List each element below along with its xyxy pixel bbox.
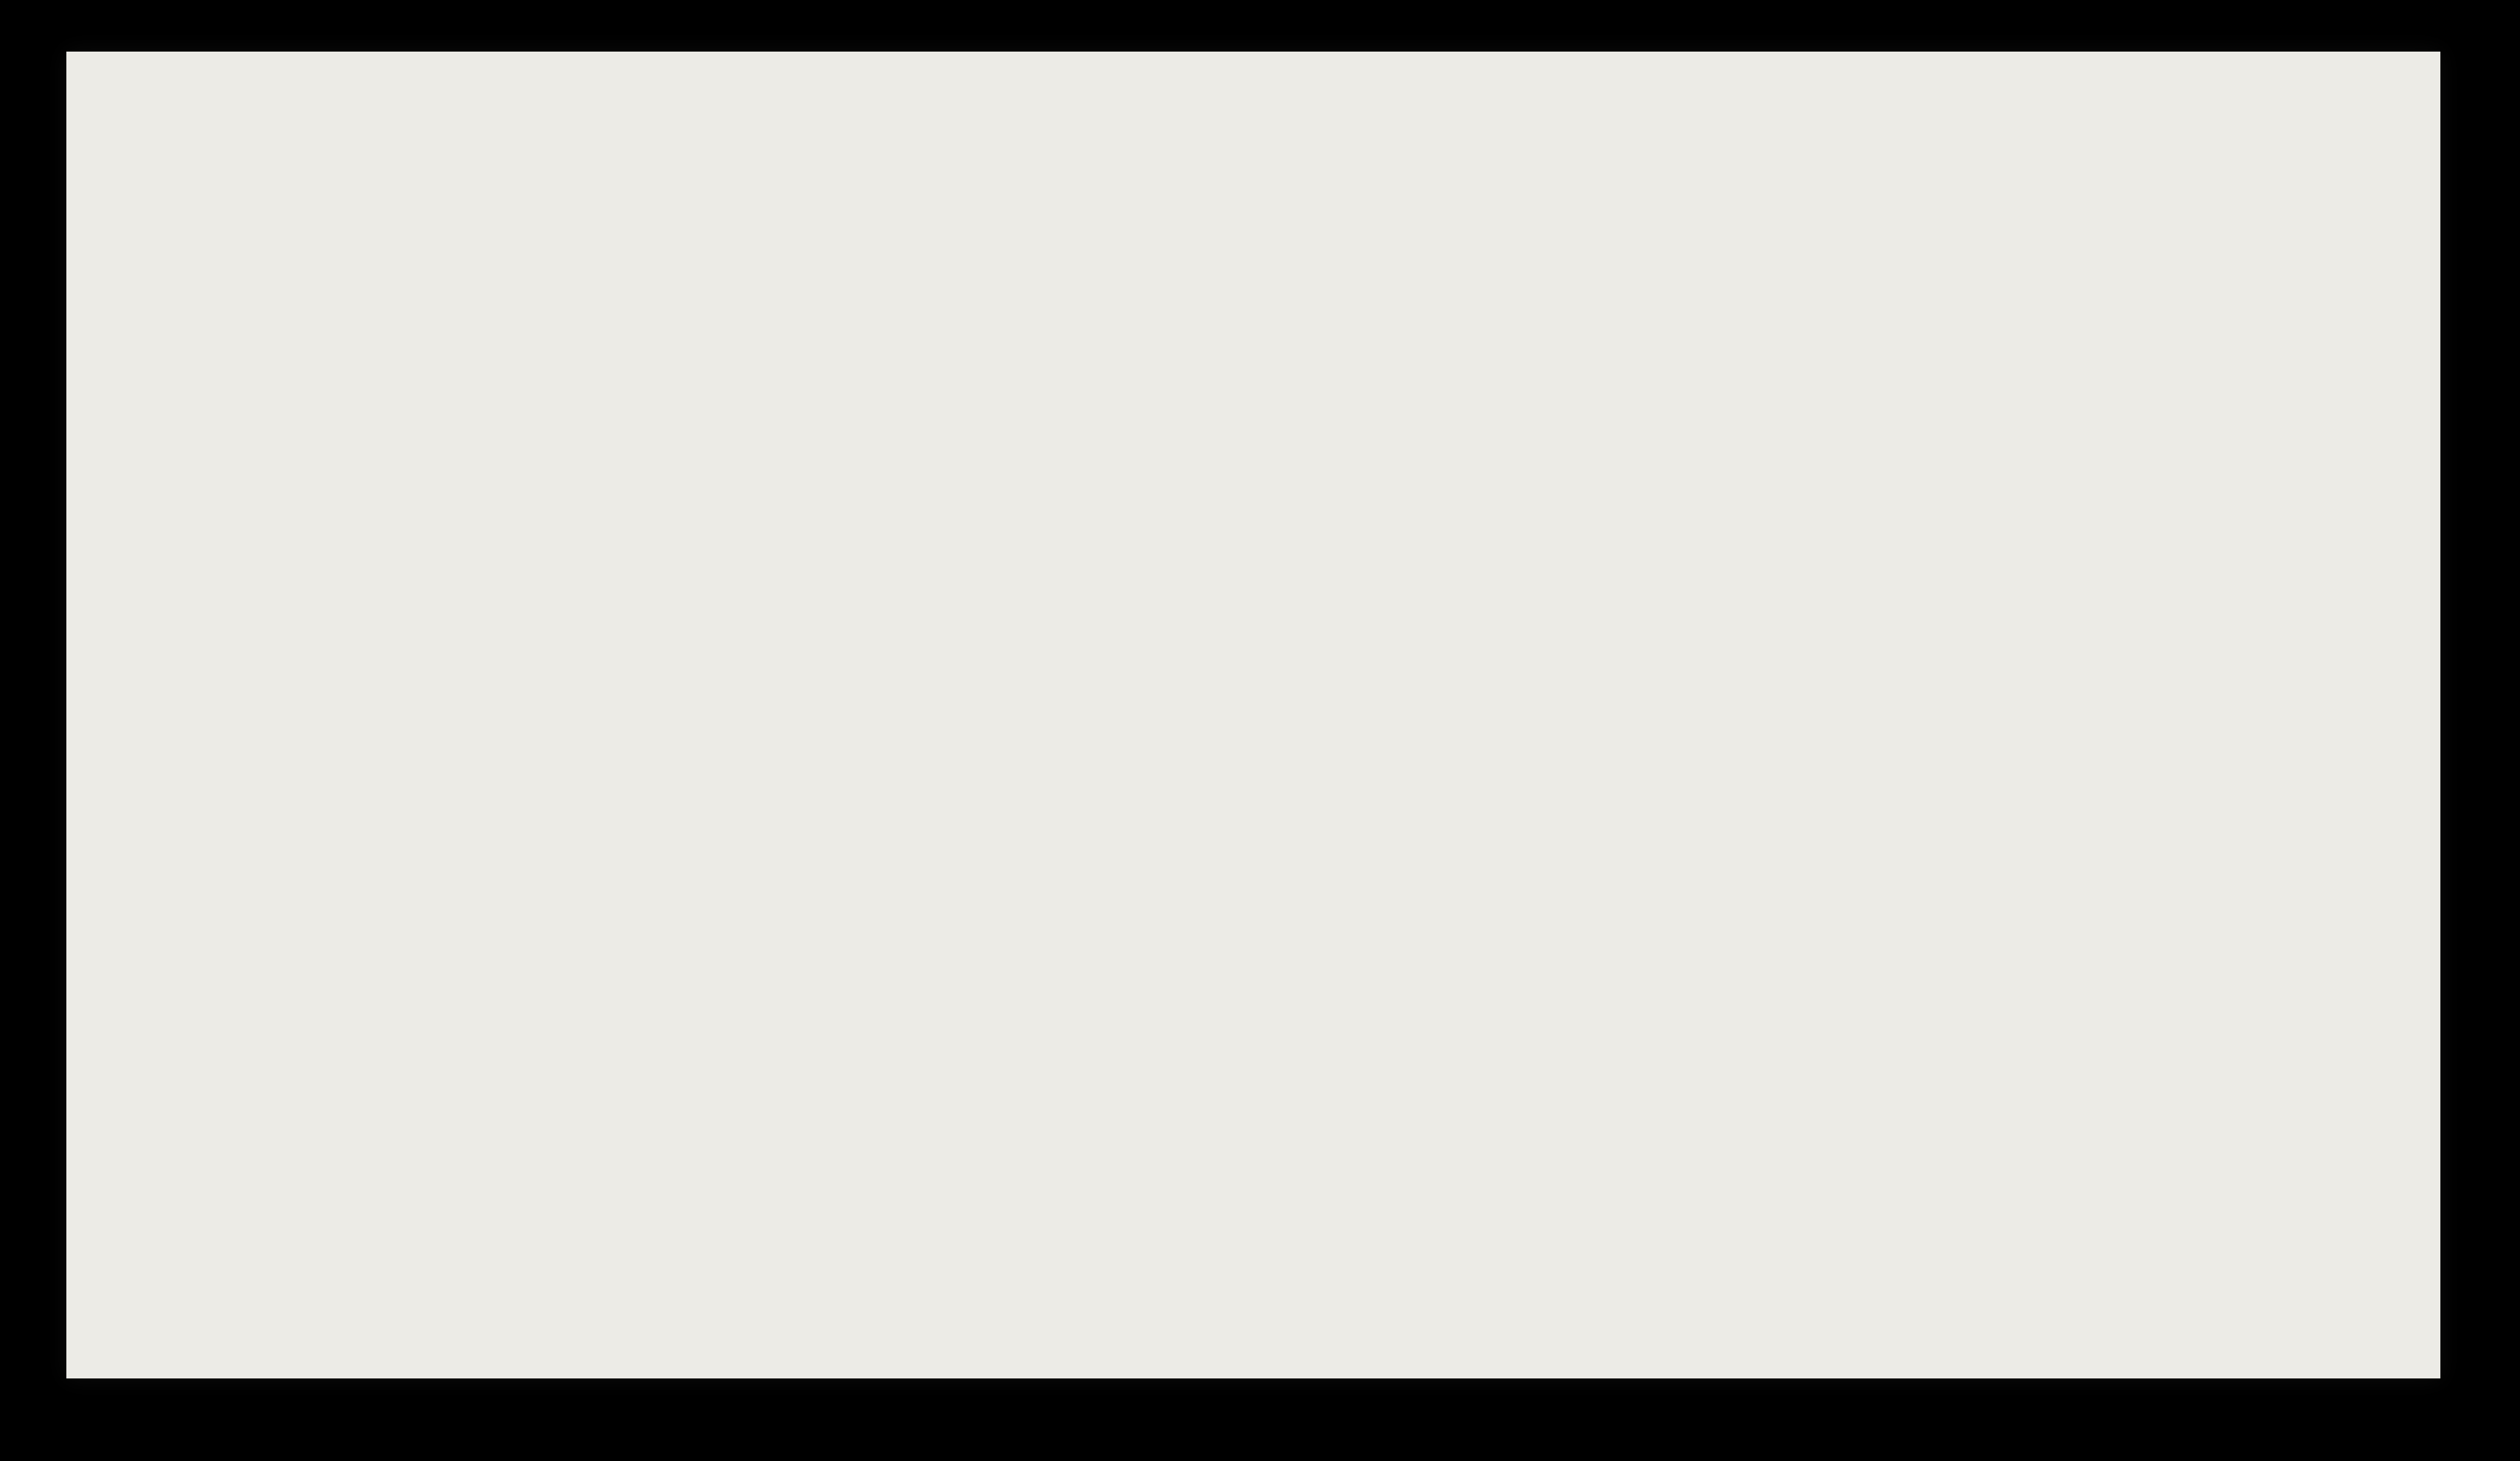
census-card [66,52,2440,1378]
